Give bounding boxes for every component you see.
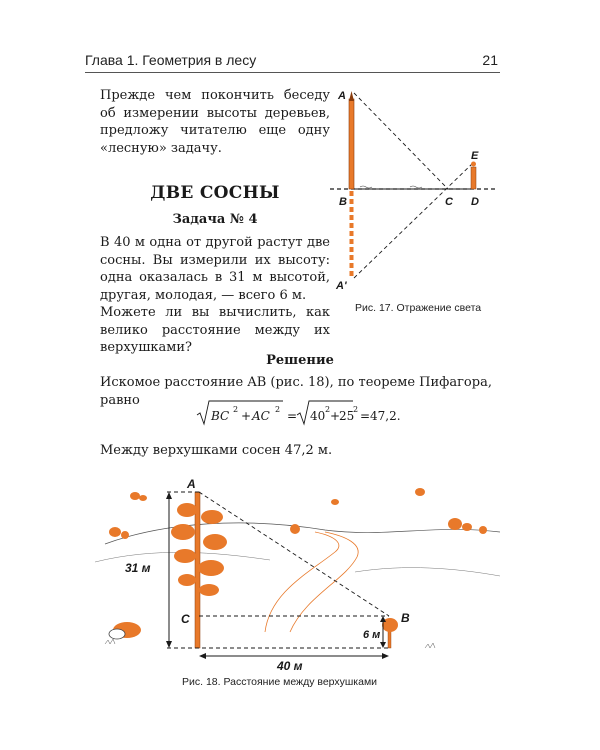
solution-text: Искомое расстояние AB (рис. 18), по теореме Пифагора, равно [100,375,492,408]
road-left [265,532,339,632]
section-title: ДВЕ СОСНЫ [150,183,280,203]
arrow-head [380,642,386,648]
equals-1: = [287,409,298,423]
arrow-head [199,653,206,659]
observer [471,167,476,189]
line-a-b [199,492,389,616]
term-bc: BC [211,409,230,423]
label-d: D [471,196,479,208]
road-right [290,532,358,632]
exp-3: 2 [325,405,331,414]
foliage [177,503,197,517]
term-25: 25 [339,409,355,423]
arrow-head [380,616,386,622]
task-title: Задача № 4 [172,212,258,227]
intro-paragraph: Прежде чем покончить беседу об измерении высоты деревьев, предложу читателю еще одну «лесную» задачу. [100,88,330,156]
height-label-6: 6 м [363,629,381,641]
label-a: A [187,477,196,491]
conclusion-text: Между верхушками сосен 47,2 м. [100,443,333,458]
label-b: B [401,611,410,625]
plus-1: + [241,409,252,423]
stone [109,629,125,639]
figure-17-caption: Рис. 17. Отражение света [355,302,482,314]
shrub [290,524,300,534]
hill-line [355,568,500,576]
grass [425,643,435,648]
pythagoras-formula [195,398,401,428]
term-40: 40 [310,409,326,423]
distance-label-40: 40 м [277,659,303,673]
hill-line [105,523,500,544]
task-paragraph-2: Можете ли вы вычислить, как велико расстояние между их верхушками? [100,305,330,355]
line-a-prime-e [354,163,473,278]
foliage [203,534,227,550]
shrub [121,531,129,539]
shrub [331,499,339,505]
page-number: 21 [482,52,498,68]
equals-2: = [360,409,371,423]
figure-18-distance-between-tops [95,472,505,672]
foliage [201,510,223,524]
arrow-head [166,641,172,648]
foliage [199,584,219,596]
shrub [415,488,425,496]
task-text [100,234,330,357]
result: 47,2. [370,409,401,423]
label-c: C [181,612,190,626]
page-header [85,50,500,73]
water-mark [360,186,372,188]
label-c: C [445,196,453,208]
distant-shrubs [109,488,487,539]
shrub [139,495,147,501]
shrub [109,527,121,537]
shrub [462,523,472,531]
chapter-title: Глава 1. Геометрия в лесу [85,52,257,68]
solution-title: Решение [266,353,334,368]
water-mark [410,186,422,188]
shrub [479,526,487,534]
shrub [448,518,462,530]
exp-4: 2 [353,405,359,414]
exp-1: 2 [233,405,239,414]
height-label-31: 31 м [125,561,151,575]
arrow-head [382,653,389,659]
label-b: B [339,196,347,208]
sqrt-sign-1 [197,401,283,424]
exp-2: 2 [275,405,281,414]
line-a-c [354,93,448,189]
task-paragraph-1: В 40 м одна от другой растут две сосны. Вы измерили их высоту: одна оказалась в 31 м высотой, другая, молодая, — всего 6 м. [100,235,330,303]
foliage [171,524,195,540]
foliage [178,574,196,586]
arrow-head [166,492,172,499]
figure-18-caption: Рис. 18. Расстояние между верхушками [182,676,378,688]
foliage [174,549,196,563]
foliage [198,560,224,576]
tree-trunk [349,99,354,189]
figure-17-light-reflection [330,85,500,300]
plus-2: + [330,409,341,423]
label-a-prime: A' [336,280,347,292]
term-ac: AC [252,409,270,423]
grass [105,639,115,644]
observer-head [471,162,476,167]
tree-top [349,91,354,101]
label-a: A [338,90,346,102]
shrub [130,492,140,500]
label-e: E [471,150,479,162]
